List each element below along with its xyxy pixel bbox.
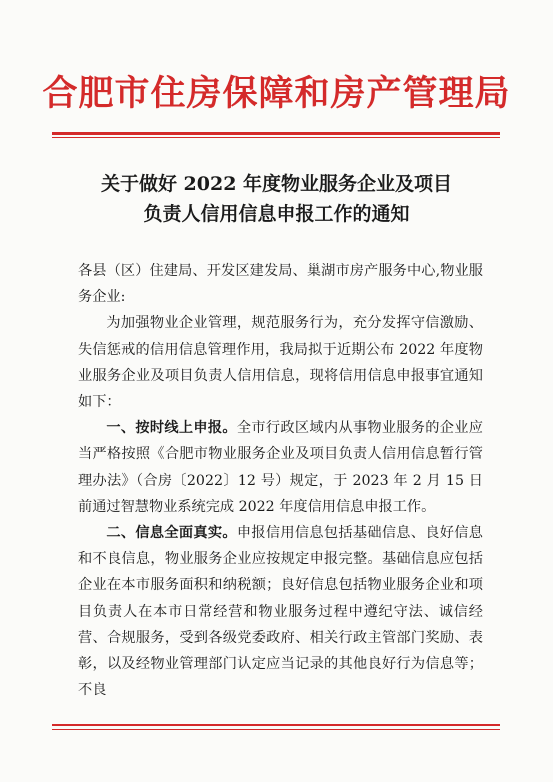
- doc-body: [78, 258, 483, 703]
- item-2-heading: 二、信息全面真实。: [106, 525, 237, 542]
- item-1-text: 全市行政区域内从事物业服务的企业应当严格按照《合肥市物业服务企业及项目负责人信用信息暂行管理办法》（合房〔2022〕12 号）规定，于 2023 年 2 月 15 日前通过智慧物业系统完成 2022 年度信用信息申报工作。: [78, 420, 483, 515]
- item-2-paragraph: [78, 520, 483, 703]
- item-1-heading: 一、按时线上申报。: [106, 420, 237, 437]
- item-1-paragraph: [78, 415, 483, 520]
- doc-title-line-2: 负责人信用信息申报工作的通知: [143, 203, 410, 225]
- footer-red-rule: [52, 724, 500, 726]
- intro-paragraph: 为加强物业企业管理，规范服务行为，充分发挥守信激励、失信惩戒的信用信息管理作用，我局拟于近期公布 2022 年度物业服务企业及项目负责人信用信息，现将信用信息申报事宜通知如下：: [78, 315, 483, 411]
- header-red-rule-thin: [52, 137, 500, 138]
- item-2-text: 申报信用信息包括基础信息、良好信息和不良信息，物业服务企业应按规定申报完整。基础信息应包括企业在本市服务面积和纳税额；良好信息包括物业服务企业和项目负责人在本市日常经营和物业服务过程中遵纪守法、诚信经营、合规服务，受到各级党委政府、相关行政主管部门奖励、表彰，以及经物业管理部门认定应当记录的其他良好行为信息等；不良: [78, 525, 483, 699]
- header-red-rule: [52, 132, 500, 135]
- addressee: 各县（区）住建局、开发区建发局、巢湖市房产服务中心,物业服务企业:: [78, 263, 483, 306]
- issuing-authority-header: 合肥市住房保障和房产管理局: [42, 73, 511, 114]
- doc-title-line-1: 关于做好 2022 年度物业服务企业及项目: [100, 173, 453, 195]
- footer-red-rule-thin: [52, 729, 500, 730]
